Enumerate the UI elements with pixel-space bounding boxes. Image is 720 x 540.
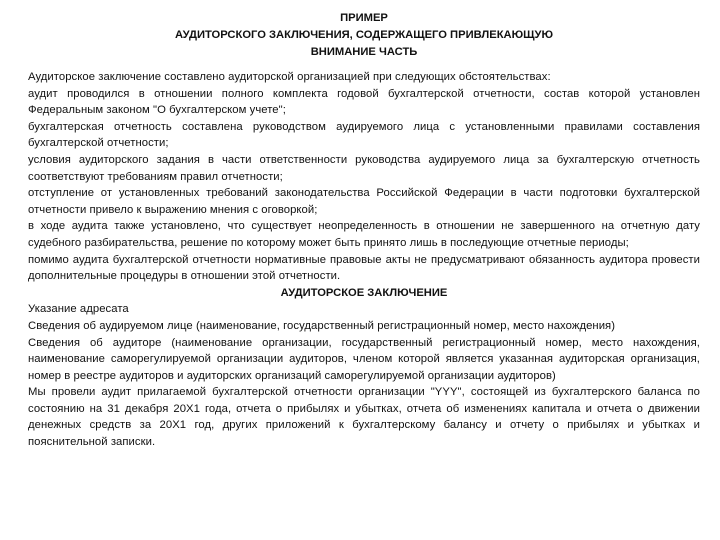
intro-paragraph-2: аудит проводился в отношении полного комплекта годовой бухгалтерской отчетности, состав которой установлен Федеральным законом "О бухгалтерском учете";	[28, 87, 700, 117]
conclusion-paragraph-3: Сведения об аудиторе (наименование организации, государственный регистрационный номер, место нахождения, наименование саморегулируемой организации аудиторов, членом которой является указанная аудиторская организация, номер в реестре аудиторов и аудиторских организаций саморегулируемой организации аудиторов)	[28, 336, 700, 382]
intro-paragraph-7: помимо аудита бухгалтерской отчетности нормативные правовые акты не предусматривают обязанность аудитора провести дополнительные процедуры в отношении этой отчетности.	[28, 253, 700, 283]
conclusion-section	[28, 285, 700, 451]
intro-paragraph-5: отступление от установленных требований законодательства Российской Федерации в части подготовки бухгалтерской отчетности привело к выражению мнения с оговоркой;	[28, 187, 700, 216]
intro-paragraph-3: бухгалтерская отчетность составлена руководством аудируемого лица с установленными правилами составления бухгалтерской отчетности;	[28, 120, 700, 150]
conclusion-paragraph-2: Сведения об аудируемом лице (наименование, государственный регистрационный номер, место нахождения)	[28, 319, 616, 332]
title-line-1: ПРИМЕР	[340, 12, 388, 24]
intro-paragraph-1: Аудиторское заключение составлено аудиторской организацией при следующих обстоятельствах:	[28, 71, 551, 83]
document-title	[28, 10, 700, 61]
conclusion-heading: АУДИТОРСКОЕ ЗАКЛЮЧЕНИЕ	[280, 286, 448, 299]
title-line-3: ВНИМАНИЕ ЧАСТЬ	[310, 46, 418, 58]
conclusion-paragraph-1: Указание адресата	[28, 303, 129, 316]
intro-section	[28, 69, 700, 285]
title-line-2: АУДИТОРСКОГО ЗАКЛЮЧЕНИЯ, СОДЕРЖАЩЕГО ПРИВЛЕКАЮЩУЮ	[174, 29, 554, 41]
conclusion-paragraph-4: Мы провели аудит прилагаемой бухгалтерской отчетности организации "YYY", состоящей из бухгалтерского баланса по состоянию на 31 декабря 20X1 года, отчета о прибылях и убытках, отчета об изменениях капитала и отчета о движении денежных средств за 20X1 год, других приложений к бухгалтерскому балансу и отчету о прибылях и убытках и пояснительной записки.	[28, 386, 700, 449]
intro-paragraph-6: в ходе аудита также установлено, что существует неопределенность в отношении не завершенного на отчетную дату судебного разбирательства, решение по которому может быть принято лишь в последующие отчетные периоды;	[28, 220, 700, 249]
intro-paragraph-4: условия аудиторского задания в части ответственности руководства аудируемого лица за бухгалтерскую отчетность соответствуют требованиям правил отчетности;	[28, 153, 700, 183]
